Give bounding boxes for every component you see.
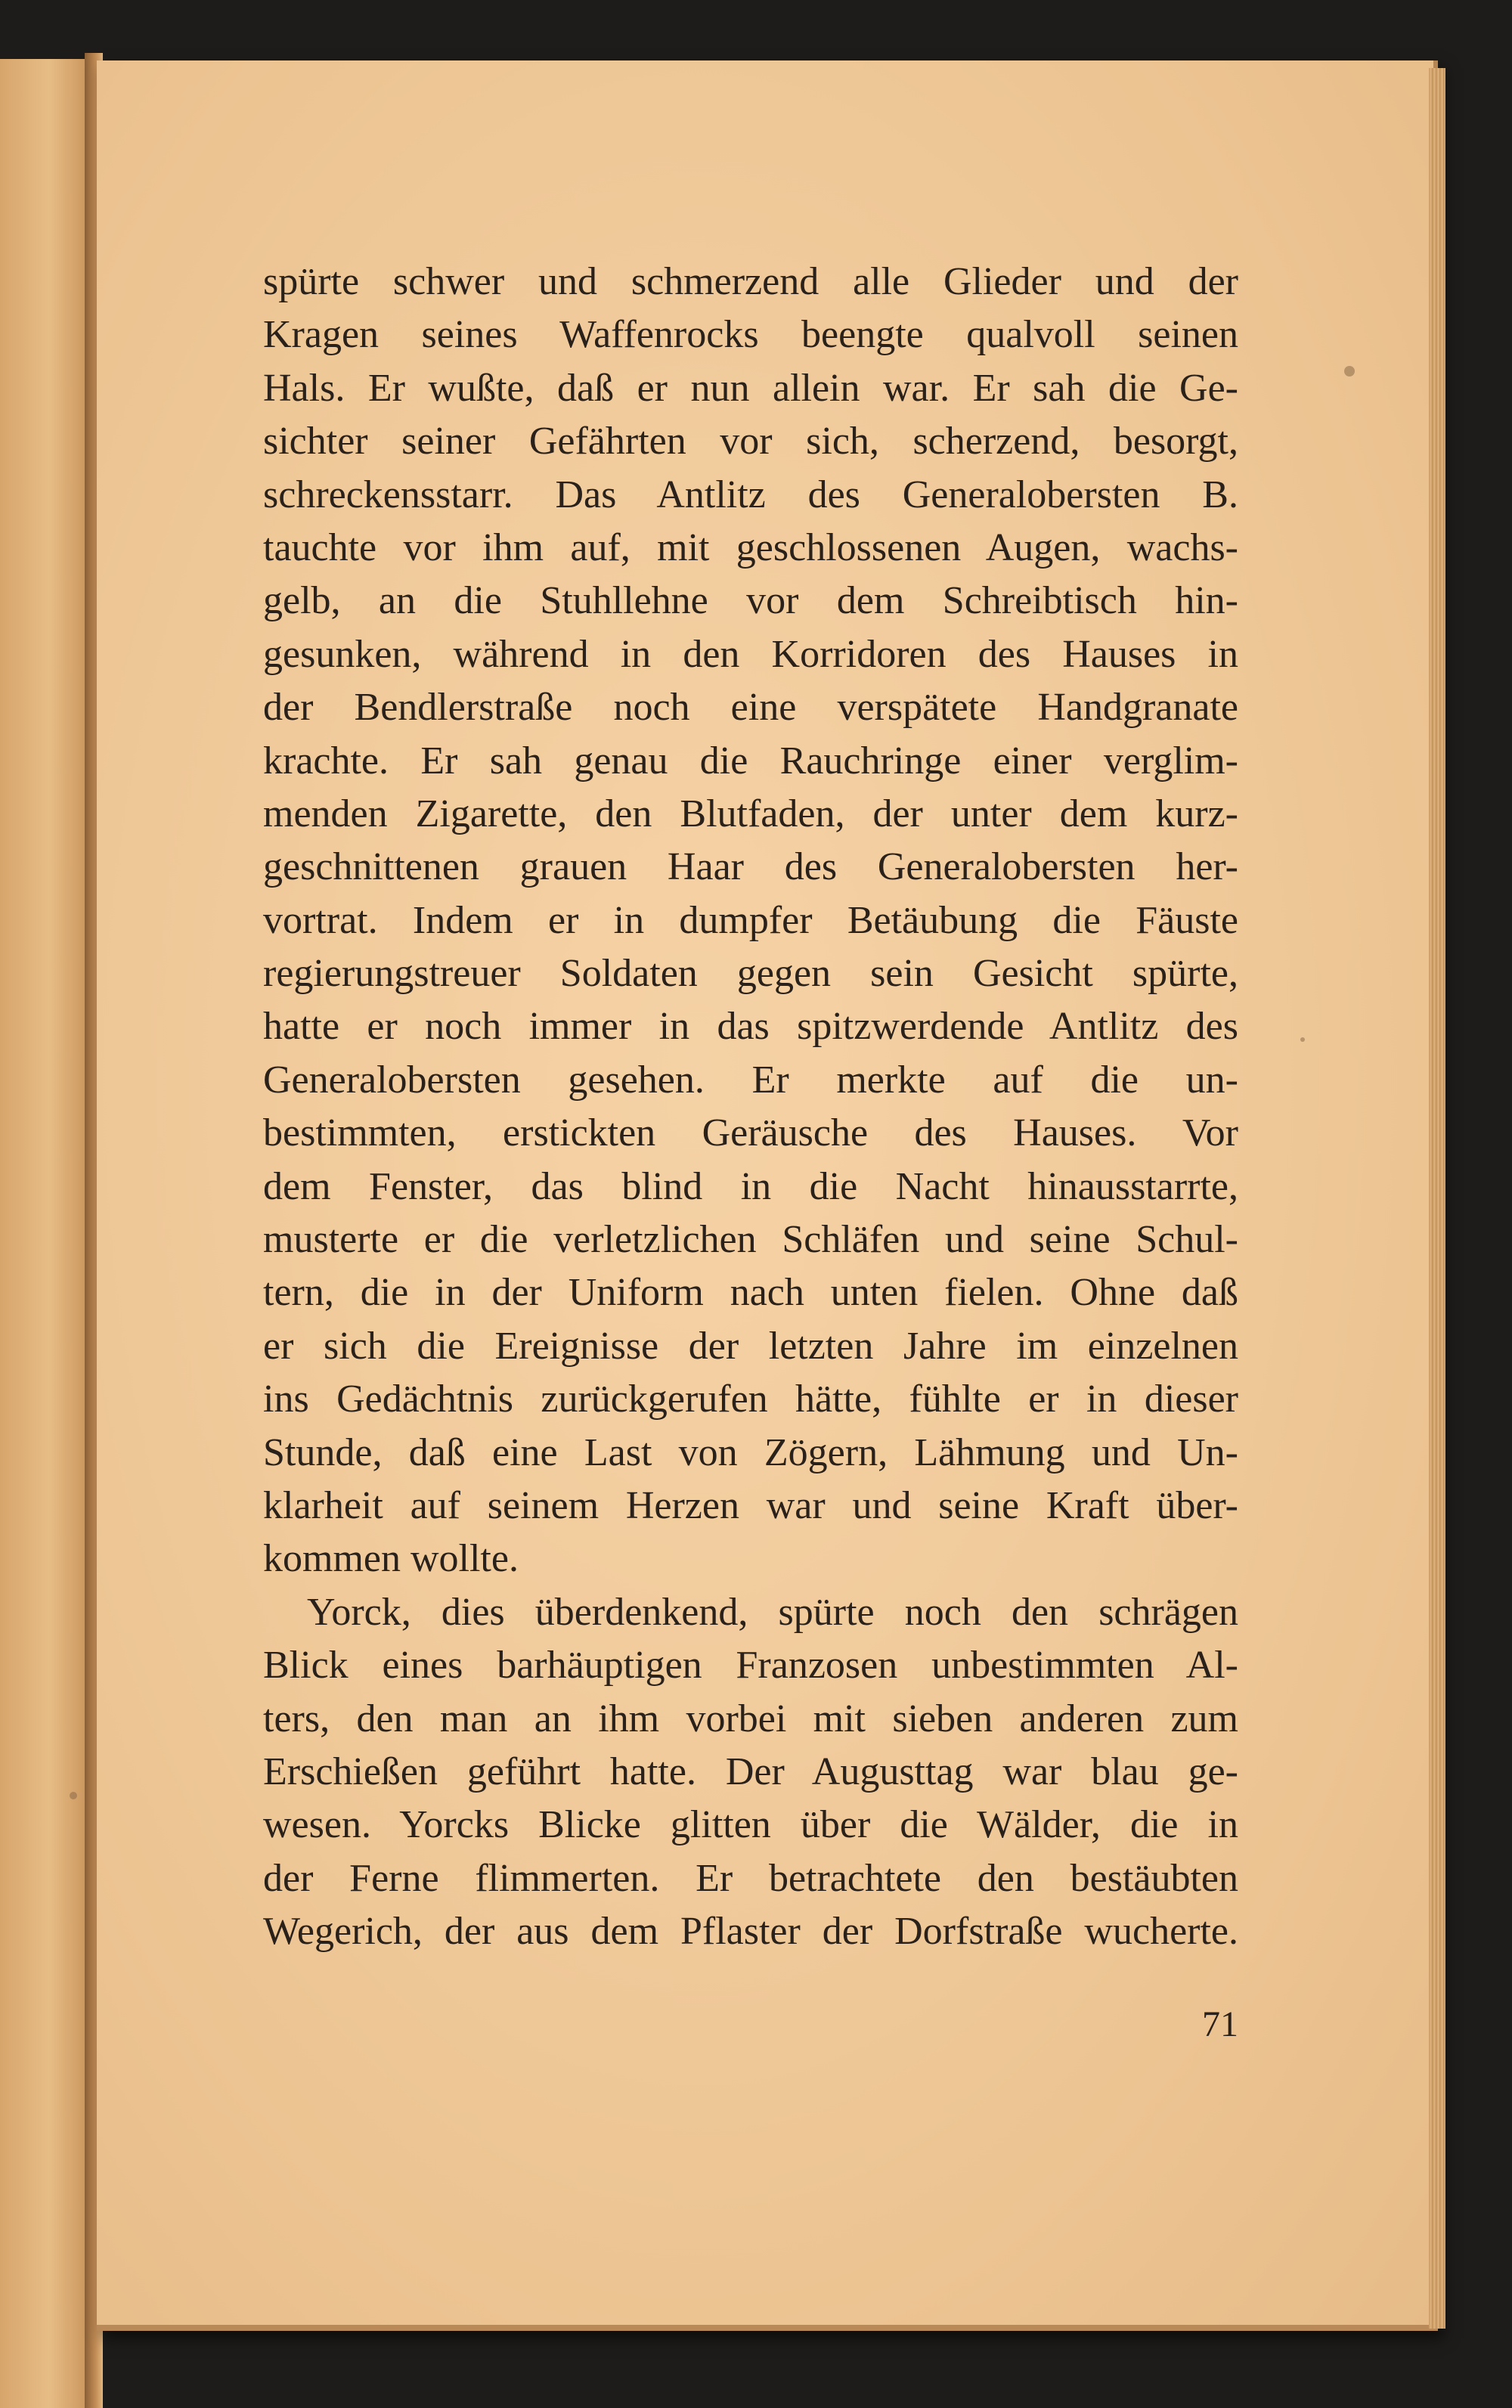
- text-line: sichter seiner Gefährten vor sich, scherzend, besorgt,: [263, 420, 1238, 463]
- text-line: tauchte vor ihm auf, mit geschlossenen Augen, wachs-: [263, 525, 1238, 569]
- paragraph-1: [263, 256, 1238, 1586]
- text-line: hatte er noch immer in das spitzwerdende Antlitz des: [263, 1005, 1238, 1049]
- page-stack-edge: [1429, 68, 1445, 2329]
- text-line: der Bendlerstraße noch eine verspätete Handgranate: [263, 686, 1238, 730]
- text-line: musterte er die verletzlichen Schläfen und seine Schul-: [263, 1218, 1238, 1262]
- text-line: ins Gedächtnis zurückgerufen hätte, fühlte er in dieser: [263, 1378, 1238, 1421]
- text-line: ters, den man an ihm vorbei mit sieben anderen zum: [263, 1697, 1238, 1740]
- text-line: krachte. Er sah genau die Rauchringe einer verglim-: [263, 739, 1238, 783]
- text-line: dem Fenster, das blind in die Nacht hinausstarrte,: [263, 1164, 1238, 1208]
- text-line: Generalobersten gesehen. Er merkte auf die un-: [263, 1058, 1238, 1102]
- paper-speck: [70, 1792, 77, 1799]
- text-line: schreckensstarr. Das Antlitz des Generalobersten B.: [263, 473, 1238, 516]
- text-line: bestimmten, erstickten Geräusche des Hauses. Vor: [263, 1111, 1238, 1155]
- text-line: vortrat. Indem er in dumpfer Betäubung die Fäuste: [263, 898, 1238, 942]
- text-line: spürte schwer und schmerzend alle Glieder und der: [263, 260, 1238, 303]
- text-line: Yorck, dies überdenkend, spürte noch den schrägen: [307, 1590, 1238, 1634]
- text-line: Hals. Er wußte, daß er nun allein war. Er sah die Ge-: [263, 366, 1238, 410]
- text-line: regierungstreuer Soldaten gegen sein Gesicht spürte,: [263, 952, 1238, 996]
- paper-speck: [1300, 1037, 1305, 1042]
- text-line: gelb, an die Stuhllehne vor dem Schreibtisch hin-: [263, 579, 1238, 623]
- text-line: Erschießen geführt hatte. Der Augusttag war blau ge-: [263, 1749, 1238, 1793]
- paper-speck: [1344, 366, 1355, 377]
- text-line: der Ferne flimmerten. Er betrachtete den bestäubten: [263, 1856, 1238, 1900]
- text-line: Blick eines barhäuptigen Franzosen unbestimmten Al-: [263, 1644, 1238, 1687]
- text-line: gesunken, während in den Korridoren des Hauses in: [263, 632, 1238, 676]
- left-page-edge: [0, 59, 89, 2408]
- text-line: kommen wollte.: [263, 1537, 519, 1581]
- text-line: klarheit auf seinem Herzen war und seine Kraft über-: [263, 1483, 1238, 1527]
- text-line: tern, die in der Uniform nach unten fielen. Ohne daß: [263, 1271, 1238, 1315]
- text-line: geschnittenen grauen Haar des Generalobersten her-: [263, 845, 1238, 889]
- paragraph-2: [263, 1586, 1238, 1959]
- page-number: 71: [1202, 2004, 1238, 2044]
- text-line: Stunde, daß eine Last von Zögern, Lähmung und Un-: [263, 1430, 1238, 1474]
- text-line: er sich die Ereignisse der letzten Jahre im einzelnen: [263, 1324, 1238, 1368]
- text-line: Wegerich, der aus dem Pflaster der Dorfstraße wucherte.: [263, 1910, 1238, 1954]
- text-line: wesen. Yorcks Blicke glitten über die Wälder, die in: [263, 1803, 1238, 1847]
- body-text: [263, 256, 1238, 1959]
- text-line: menden Zigarette, den Blutfaden, der unter dem kurz-: [263, 792, 1238, 835]
- text-line: Kragen seines Waffenrocks beengte qualvoll seinen: [263, 313, 1238, 357]
